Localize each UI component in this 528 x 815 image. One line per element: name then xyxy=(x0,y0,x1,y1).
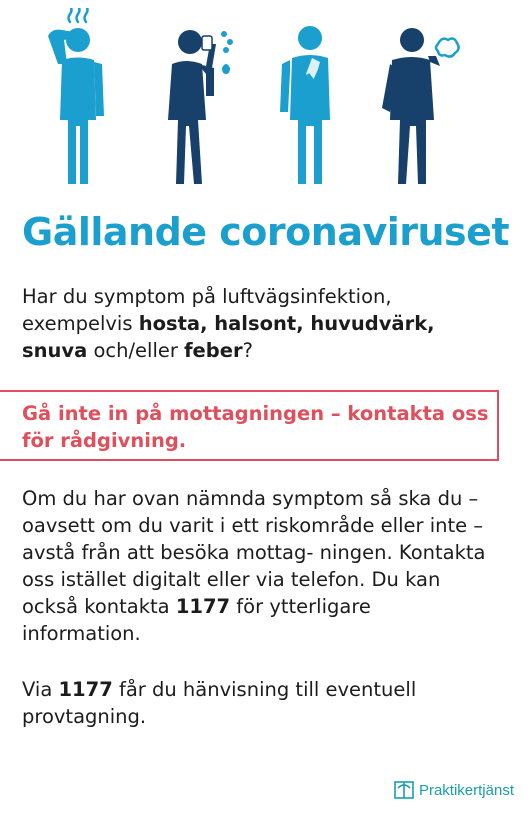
phone-number-1177-second: 1177 xyxy=(58,678,113,701)
symptom-question: Har du symptom på luftvägsinfektion, exempelvis hosta, halsont, huvudvärk, snuva och/eller feber? xyxy=(22,285,435,362)
symptom-list: hosta, halsont, huvudvärk, snuva xyxy=(22,312,435,362)
headache-person-icon xyxy=(40,8,120,188)
coughing-person-icon xyxy=(372,8,472,188)
praktikertjanst-logo xyxy=(394,780,514,800)
symptom-illustrations xyxy=(0,0,528,195)
page-title: Gällande coronaviruset xyxy=(22,210,510,254)
praktikertjanst-logo-icon xyxy=(394,780,414,800)
testing-paragraph: Via 1177 får du hänvisning till eventuell provtagning. xyxy=(22,678,417,728)
sneezing-person-icon xyxy=(156,8,246,188)
sore-throat-person-icon xyxy=(270,8,350,188)
warning-message: Gå inte in på mottagningen – kontakta oss för rådgivning. xyxy=(22,402,489,452)
fever-label: feber xyxy=(184,339,243,362)
instructions-paragraph: Om du har ovan nämnda symptom så ska du – oavsett om du varit i ett riskområde eller inte – avstå från att besöka mottag- ningen. Kontakta oss istället digitalt eller via telefon. Du kan också kontakta 1177 för ytterligare information. xyxy=(22,487,486,645)
phone-number-1177: 1177 xyxy=(175,595,231,618)
logo-text: Praktikertjänst xyxy=(418,781,514,799)
